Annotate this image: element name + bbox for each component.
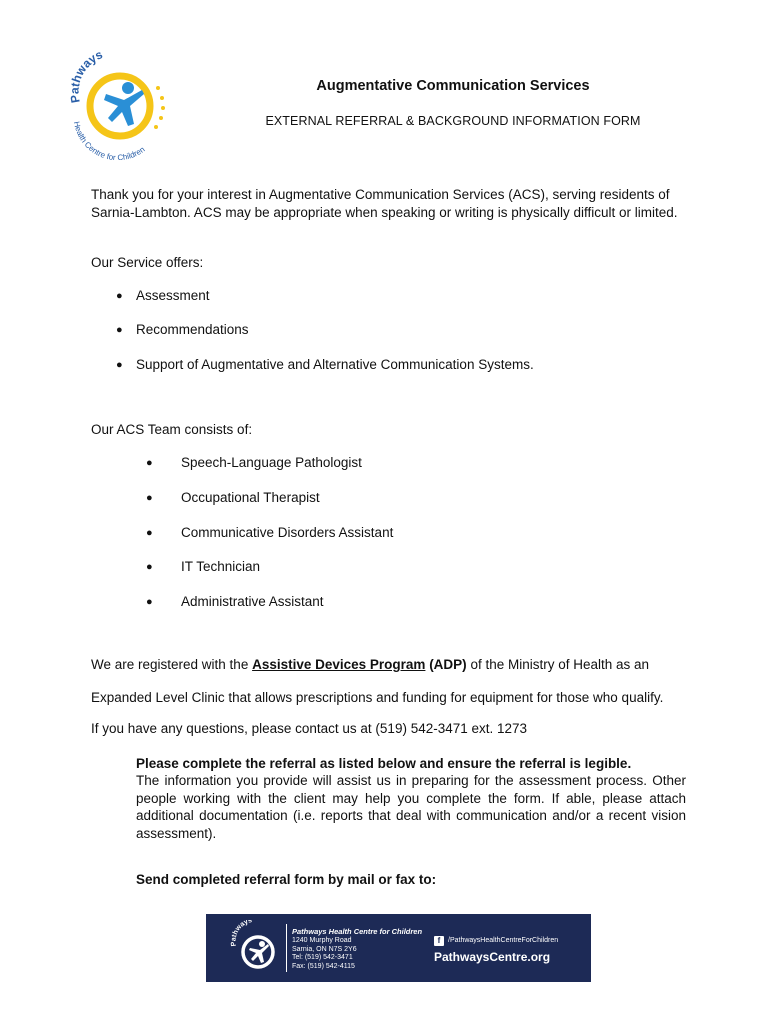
bullet-icon: ● — [146, 527, 153, 539]
fax-line: Fax: (519) 542-4115 — [292, 962, 355, 970]
banner-address — [292, 937, 357, 971]
list-item: Support of Augmentative and Alternative Communication Systems. — [136, 357, 534, 372]
send-heading: Send completed referral form by mail or fax to: — [136, 872, 437, 887]
bullet-icon: ● — [146, 457, 153, 469]
contact-banner — [206, 914, 591, 982]
list-item: Assessment — [136, 288, 210, 303]
page-title: Augmentative Communication Services — [316, 78, 590, 94]
address-line: 1240 Murphy Road — [292, 937, 352, 944]
intro-paragraph: Thank you for your interest in Augmentative Communication Services (ACS), serving residents of Sarnia-Lambton. ACS may be appropriate when speaking or writing is physically difficult or limited. — [91, 187, 678, 220]
banner-logo-text: Pathways — [230, 920, 253, 947]
bullet-icon: ● — [116, 290, 123, 302]
logo-text-top: Pathways — [67, 50, 105, 104]
team-heading: Our ACS Team consists of: — [91, 422, 253, 437]
adp-program-link[interactable]: Assistive Devices Program — [252, 657, 426, 672]
bullet-icon: ● — [116, 324, 123, 336]
list-item: IT Technician — [181, 559, 261, 574]
website-link[interactable]: PathwaysCentre.org — [434, 950, 551, 964]
bullet-icon: ● — [146, 492, 153, 504]
facebook-icon: f — [434, 936, 444, 946]
instructions-heading: Please complete the referral as listed below and ensure the referral is legible. — [136, 756, 632, 771]
list-item: Speech-Language Pathologist — [181, 455, 362, 470]
banner-divider — [286, 924, 287, 972]
adp-line — [91, 657, 711, 672]
svg-text:Pathways — [230, 920, 252, 947]
list-item: Communicative Disorders Assistant — [181, 525, 394, 540]
logo-text-bottom: Health Centre for Children — [71, 120, 147, 160]
bullet-icon: ● — [146, 561, 153, 573]
svg-text:Pathways — [68, 50, 105, 104]
address-line: Sarnia, ON N7S 2Y6 — [292, 945, 357, 953]
banner-org-name: Pathways Health Centre for Children — [292, 927, 423, 936]
list-item: Occupational Therapist — [181, 490, 320, 505]
form-subtitle: EXTERNAL REFERRAL & BACKGROUND INFORMATION FORM — [265, 114, 641, 128]
banner-logo — [228, 920, 284, 976]
instructions-body: The information you provide will assist us in preparing for the assessment process. Other people working with the client may help you complete the form. If able, please attach additional documentation (i.e. reports that deal with communication and/or a recent vision assessment). — [136, 773, 686, 841]
svg-text:Health Centre for Children — [72, 121, 147, 160]
phone-line: Tel: (519) 542-3471 — [292, 954, 353, 961]
adp-abbr: (ADP) — [425, 657, 467, 672]
bullet-icon: ● — [146, 596, 153, 608]
list-item: Recommendations — [136, 322, 249, 337]
list-item: Administrative Assistant — [181, 594, 324, 609]
adp-suffix: of the Ministry of Health as an — [466, 657, 650, 672]
facebook-handle[interactable]: /PathwaysHealthCentreForChildren — [448, 937, 559, 944]
pathways-logo — [62, 50, 172, 160]
services-heading: Our Service offers: — [91, 255, 204, 270]
adp-prefix: We are registered with the — [91, 657, 253, 672]
contact-line: If you have any questions, please contact us at (519) 542-3471 ext. 1273 — [91, 721, 528, 736]
adp-line-2: Expanded Level Clinic that allows prescriptions and funding for equipment for those who qualify. — [91, 690, 664, 705]
bullet-icon: ● — [116, 359, 123, 371]
